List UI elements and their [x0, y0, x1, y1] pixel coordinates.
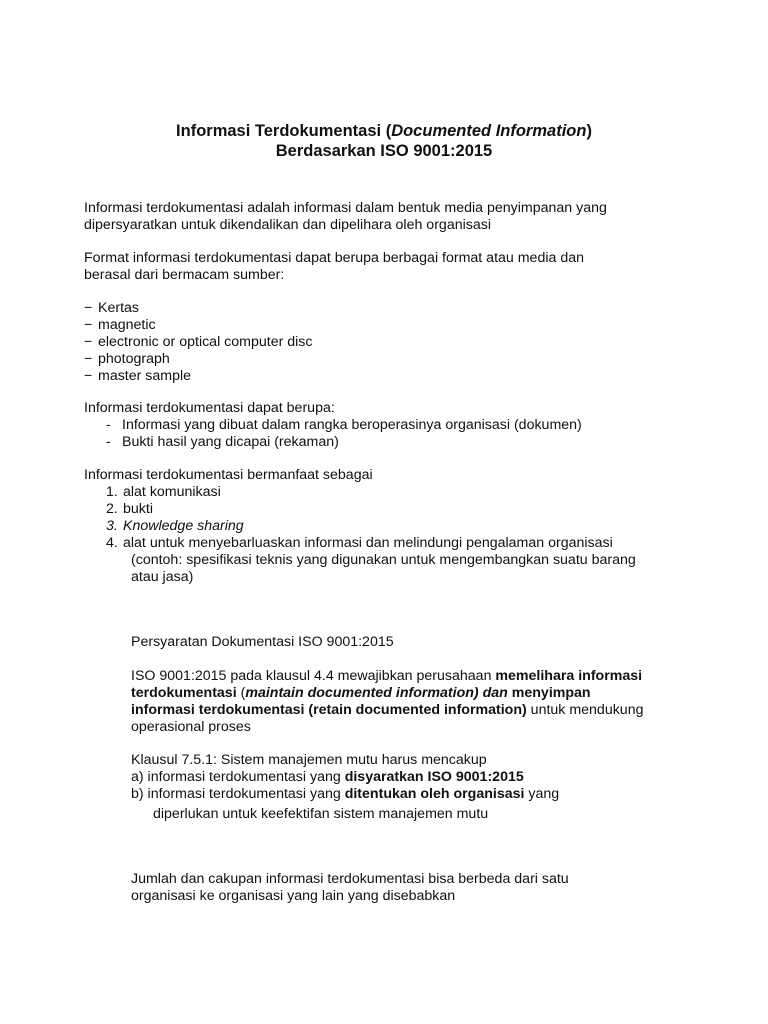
paragraph-definition: Informasi terdokumentasi adalah informasi dalam bentuk media penyimpanan yang dipersyaratkan untuk dikendalikan dan dipelihara oleh organisasi: [84, 200, 607, 233]
title-line-2: Berdasarkan ISO 9001:2015: [275, 142, 493, 160]
list-item: − master sample: [84, 368, 192, 384]
paragraph-types-heading: Informasi terdokumentasi dapat berupa:: [84, 400, 335, 416]
list-item: b) informasi terdokumentasi yang ditentukan oleh organisasi yang: [131, 786, 560, 802]
list-item: 2. bukti: [106, 501, 153, 517]
media-list: [84, 300, 312, 385]
list-item: - Bukti hasil yang dicapai (rekaman): [106, 434, 339, 450]
benefits-example: (contoh: spesifikasi teknis yang digunakan untuk mengembangkan suatu barang atau jasa): [131, 552, 636, 585]
types-list: [106, 417, 582, 451]
clause-7-5-1-continuation: diperlukan untuk keefektifan sistem manajemen mutu: [153, 806, 489, 822]
list-item: 1. alat komunikasi: [106, 484, 221, 500]
list-item: 4. alat untuk menyebarluaskan informasi dan melindungi pengalaman organisasi: [106, 535, 613, 551]
list-item: - Informasi yang dibuat dalam rangka beroperasinya organisasi (dokumen): [106, 417, 582, 433]
benefits-list: [106, 484, 613, 552]
list-item: 3. Knowledge sharing: [106, 518, 244, 534]
paragraph-format: Format informasi terdokumentasi dapat berupa berbagai format atau media dan berasal dari bermacam sumber:: [84, 250, 584, 283]
paragraph-benefits-heading: Informasi terdokumentasi bermanfaat sebagai: [84, 467, 373, 483]
list-item: − electronic or optical computer disc: [84, 334, 313, 350]
paragraph-clause-4-4: ISO 9001:2015 pada klausul 4.4 mewajibkan perusahaan memelihara informasi terdokumentasi (maintain documented information) dan menyimpan informasi terdokumentasi (retain documented information) untuk mendukung operasional proses: [131, 668, 644, 735]
list-item: a) informasi terdokumentasi yang disyaratkan ISO 9001:2015: [131, 769, 524, 785]
list-item: − photograph: [84, 351, 170, 367]
list-item: − magnetic: [84, 317, 156, 333]
section-heading: Persyaratan Dokumentasi ISO 9001:2015: [131, 634, 394, 650]
list-item: − Kertas: [84, 300, 140, 316]
paragraph-clause-7-5-1: Klausul 7.5.1: Sistem manajemen mutu harus mencakup a) informasi terdokumentasi yang disyaratkan ISO 9001:2015 b) informasi terdokumentasi yang ditentukan oleh organisasi yang: [131, 752, 560, 802]
document-title: [0, 121, 768, 161]
paragraph-scope: Jumlah dan cakupan informasi terdokumentasi bisa berbeda dari satu organisasi ke organisasi yang lain yang disebabkan: [131, 871, 569, 904]
title-line-1: Informasi Terdokumentasi (Documented Information): [176, 122, 592, 140]
